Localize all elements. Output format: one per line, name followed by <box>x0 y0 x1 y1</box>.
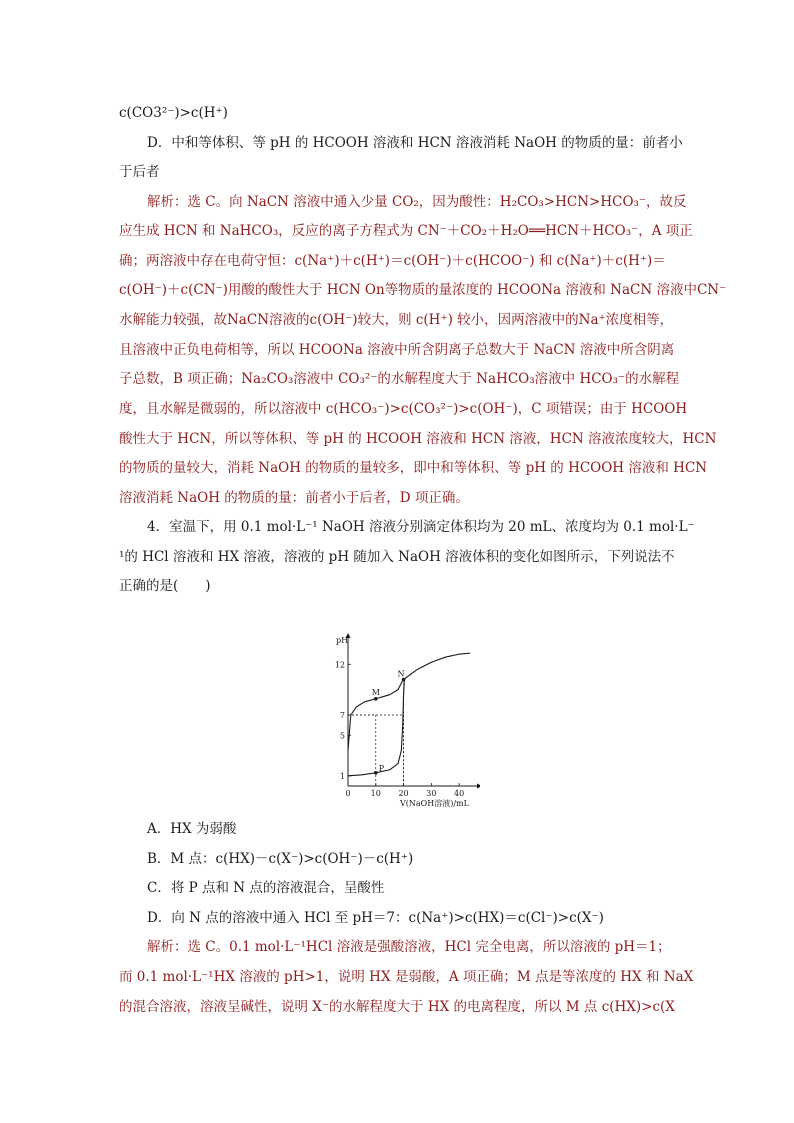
analysis-line: 的混合溶液，溶液呈碱性，说明 X⁻的水解程度大于 HX 的电离程度，所以 M 点 c(HX)>c(X <box>119 999 675 1015</box>
option-b: B．M 点：c(HX)－c(X⁻)>c(OH⁻)－c(H⁺) <box>147 851 414 867</box>
text-line: c(CO3²⁻)>c(H⁺) <box>119 105 228 121</box>
titration-curve-chart <box>330 630 480 810</box>
text-line: 子总数，B 项正确；Na₂CO₃溶液中 CO₃²⁻的水解程度大于 NaHCO₃溶液中 HCO₃⁻的水解程 <box>119 371 680 387</box>
point-label-N: N <box>397 669 405 679</box>
text-line: 应生成 HCN 和 NaHCO₃，反应的离子方程式为 CN⁻＋CO₂＋H₂O══HCN＋HCO₃⁻，A 项正 <box>119 223 693 239</box>
x-axis-label: V(NaOH溶液)/mL <box>400 799 469 808</box>
text-line: 确；两溶液中存在电荷守恒：c(Na⁺)＋c(H⁺)＝c(OH⁻)＋c(HCOO⁻) 和 c(Na⁺)＋c(H⁺)＝ <box>119 253 666 269</box>
text-line: 解析：选 C。向 NaCN 溶液中通入少量 CO₂，因为酸性：H₂CO₃>HCN>HCO₃⁻，故反 <box>147 194 687 210</box>
x-tick-label: 10 <box>370 789 381 798</box>
y-tick-label: 7 <box>339 711 345 720</box>
text-line: 且溶液中正负电荷相等，所以 HCOONa 溶液中所含阴离子总数大于 NaCN 溶液中所含阴离 <box>119 342 675 358</box>
text-line: 4．室温下，用 0.1 mol·L⁻¹ NaOH 溶液分别滴定体积均为 20 mL、浓度均为 0.1 mol·L⁻ <box>147 519 695 535</box>
text-line: D．中和等体积、等 pH 的 HCOOH 溶液和 HCN 溶液消耗 NaOH 的物质的量：前者小 <box>147 135 683 151</box>
option-c: C．将 P 点和 N 点的溶液混合，呈酸性 <box>147 880 385 896</box>
option-d: D．向 N 点的溶液中通入 HCl 至 pH＝7：c(Na⁺)>c(HX)＝c(Cl⁻)>c(X⁻) <box>147 910 604 926</box>
text-line: c(OH⁻)＋c(CN⁻)用酸的酸性大于 HCN On等物质的量浓度的 HCOONa 溶液和 NaCN 溶液中CN⁻ <box>119 282 727 298</box>
x-axis-arrow <box>477 784 480 789</box>
y-axis-label: pH <box>336 636 349 645</box>
point-label-M: M <box>371 687 380 697</box>
text-line: ¹的 HCl 溶液和 HX 溶液，溶液的 pH 随加入 NaOH 溶液体积的变化如图所示，下列说法不 <box>119 549 675 565</box>
text-line: 度，且水解是微弱的，所以溶液中 c(HCO₃⁻)>c(CO₃²⁻)>c(OH⁻)，C 项错误；由于 HCOOH <box>119 401 688 417</box>
x-tick-label: 30 <box>426 789 437 798</box>
x-tick-label: 0 <box>345 789 351 798</box>
text-line: 水解能力较强，故NaCN溶液的c(OH⁻)较大，则 c(H⁺) 较小，因两溶液中的Na⁺浓度相等， <box>119 312 674 328</box>
point-P <box>374 771 378 775</box>
point-M <box>374 697 378 701</box>
text-line: 正确的是( ) <box>119 578 211 594</box>
text-line: 酸性大于 HCN，所以等体积、等 pH 的 HCOOH 溶液和 HCN 溶液，HCN 溶液浓度较大，HCN <box>119 431 717 447</box>
analysis-line: 而 0.1 mol·L⁻¹HX 溶液的 pH>1，说明 HX 是弱酸，A 项正确；M 点是等浓度的 HX 和 NaX <box>119 969 694 985</box>
x-tick-label: 20 <box>398 789 409 798</box>
y-tick-label: 1 <box>339 771 345 781</box>
text-line: 溶液消耗 NaOH 的物质的量：前者小于后者，D 项正确。 <box>119 490 469 506</box>
series-curve-1 <box>348 653 470 750</box>
option-a: A．HX 为弱酸 <box>147 821 237 837</box>
x-tick-label: 40 <box>454 789 465 798</box>
y-tick-label: 12 <box>334 660 345 670</box>
text-line: 的物质的量较大，消耗 NaOH 的物质的量较多，即中和等体积、等 pH 的 HCOOH 溶液和 HCN <box>119 460 708 476</box>
point-label-P: P <box>378 763 385 773</box>
analysis-line: 解析：选 C。0.1 mol·L⁻¹HCl 溶液是强酸溶液，HCl 完全电离，所以溶液的 pH＝1； <box>147 939 671 955</box>
text-line: 于后者 <box>119 164 160 180</box>
y-tick-label: 5 <box>339 731 345 741</box>
